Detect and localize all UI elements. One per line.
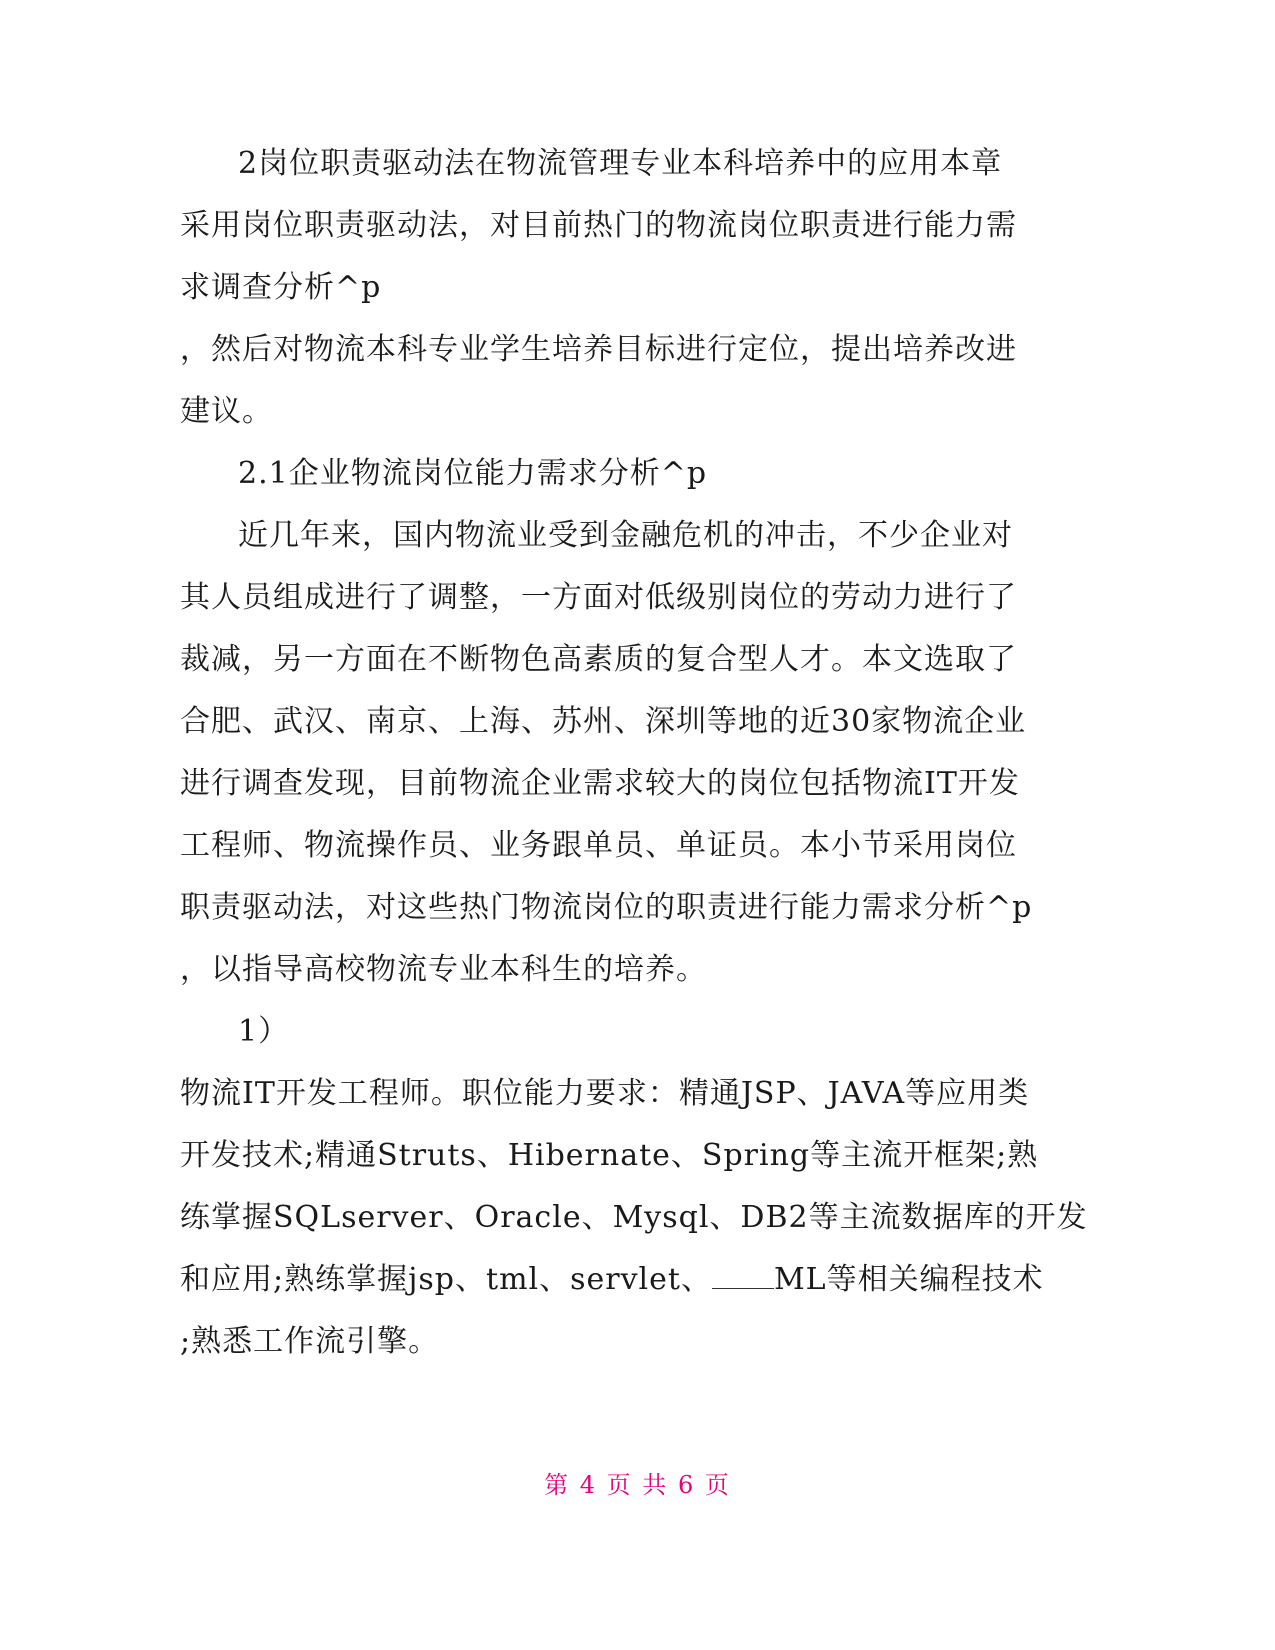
text-line: 其人员组成进行了调整，一方面对低级别岗位的劳动力进行了 bbox=[180, 580, 1017, 615]
text-line: 2岗位职责驱动法在物流管理专业本科培养中的应用本章 bbox=[238, 146, 1003, 181]
list-number: 1） bbox=[238, 1014, 290, 1049]
section-heading: 2.1企业物流岗位能力需求分析^p bbox=[238, 456, 708, 491]
text-segment: ML等相关编程技术 bbox=[773, 1262, 1044, 1297]
text-line: 求调查分析^p bbox=[180, 270, 382, 305]
text-line: 合肥、武汉、南京、上海、苏州、深圳等地的近30家物流企业 bbox=[180, 704, 1027, 739]
page-number-footer: 第 4 页 共 6 页 bbox=[544, 1471, 731, 1499]
text-line: 开发技术;精通Struts、Hibernate、Spring等主流开框架;熟 bbox=[180, 1138, 1039, 1173]
blank-underline bbox=[712, 1264, 774, 1289]
text-line: 建议。 bbox=[180, 394, 273, 429]
text-line: 进行调查发现，目前物流企业需求较大的岗位包括物流IT开发 bbox=[180, 766, 1020, 801]
text-line: 职责驱动法，对这些热门物流岗位的职责进行能力需求分析^p bbox=[180, 890, 1033, 925]
text-line: ，以指导高校物流专业本科生的培养。 bbox=[180, 952, 707, 987]
text-line: ;熟悉工作流引擎。 bbox=[180, 1324, 440, 1359]
text-line: 练掌握SQLserver、Oracle、Mysql、DB2等主流数据库的开发 bbox=[180, 1200, 1088, 1235]
text-segment: 和应用;熟练掌握jsp、tml、servlet、 bbox=[180, 1262, 712, 1297]
text-line: 近几年来，国内物流业受到金融危机的冲击，不少企业对 bbox=[238, 518, 1013, 553]
text-line: 物流IT开发工程师。职位能力要求：精通JSP、JAVA等应用类 bbox=[180, 1076, 1030, 1111]
text-line bbox=[180, 1262, 1044, 1298]
text-line: ，然后对物流本科专业学生培养目标进行定位，提出培养改进 bbox=[180, 332, 1017, 367]
text-line: 裁减，另一方面在不断物色高素质的复合型人才。本文选取了 bbox=[180, 642, 1017, 677]
text-line: 工程师、物流操作员、业务跟单员、单证员。本小节采用岗位 bbox=[180, 828, 1017, 863]
text-line: 采用岗位职责驱动法，对目前热门的物流岗位职责进行能力需 bbox=[180, 208, 1017, 243]
